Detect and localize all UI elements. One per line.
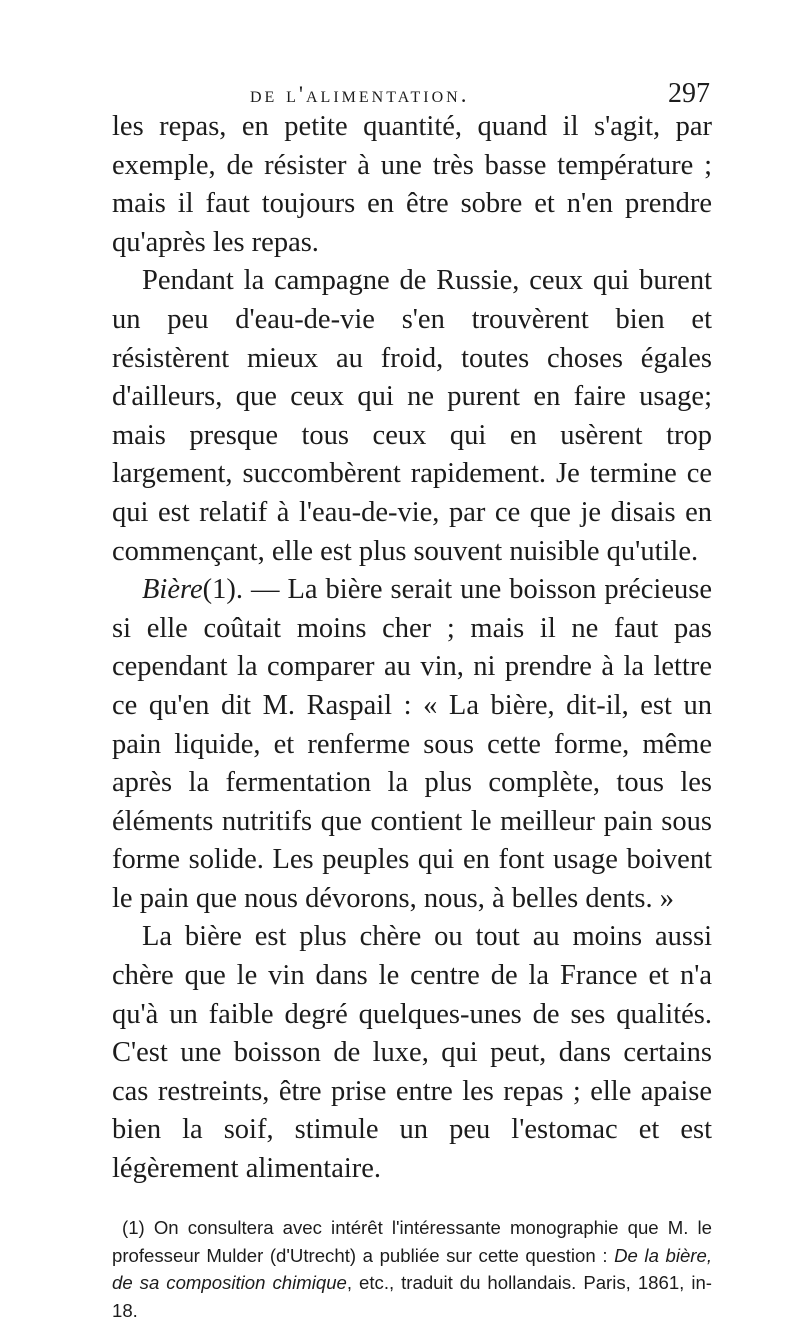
- paragraph-biere: [112, 571, 712, 918]
- footnote-ref: (1).: [202, 574, 244, 606]
- paragraph: les repas, en petite quantité, quand il s'agit, par exemple, de résister à une très basse température ; mais il faut toujours en être sobre et n'en prendre qu'après les repas.: [112, 111, 712, 258]
- running-head: de l'alimentation.: [250, 82, 470, 107]
- footnote-part: (1) On consultera avec intérêt l'intéressante monographie que M. le professeur Mulder (d'Utrecht) a publiée sur cette question :: [112, 1217, 712, 1266]
- footnote-title: De la bière, de sa composition chimique: [112, 1244, 713, 1293]
- section-lead: Bière: [142, 574, 203, 606]
- page-number: 297: [668, 78, 710, 109]
- footnote-part: , etc., traduit du hollandais. Paris, 1861, in-18.: [112, 1272, 712, 1321]
- footnote: [112, 1214, 712, 1324]
- paragraph-text: — La bière serait une boisson précieuse si elle coûtait moins cher ; mais il ne faut pas cependant la comparer au vin, ni prendre à la lettre ce qu'en dit M. Raspail : « La bière, dit-il, est un pain liquide, et renferme sous cette forme, même après la fermentation la plus complète, tous les éléments nutritifs que contient le meilleur pain sous forme solide. Les peuples qui en font usage boivent le pain que nous dévorons, nous, à belles dents. »: [112, 574, 712, 914]
- main-text: [112, 108, 712, 1189]
- paragraph: La bière est plus chère ou tout au moins aussi chère que le vin dans le centre de la France et n'a qu'à un faible degré quelques-unes de ses qualités. C'est une boisson de luxe, qui peut, dans certains cas restreints, être prise entre les repas ; elle apaise bien la soif, stimule un peu l'estomac et est légèrement alimentaire.: [112, 921, 712, 1185]
- paragraph: Pendant la campagne de Russie, ceux qui burent un peu d'eau-de-vie s'en trouvèrent bien et résistèrent mieux au froid, toutes choses égales d'ailleurs, que ceux qui ne purent en faire usage; mais presque tous ceux qui en usèrent trop largement, succombèrent rapidement. Je termine ce qui est relatif à l'eau-de-vie, par ce que je disais en commençant, elle est plus souvent nuisible qu'utile.: [112, 265, 712, 567]
- footnote-text: [112, 1214, 712, 1324]
